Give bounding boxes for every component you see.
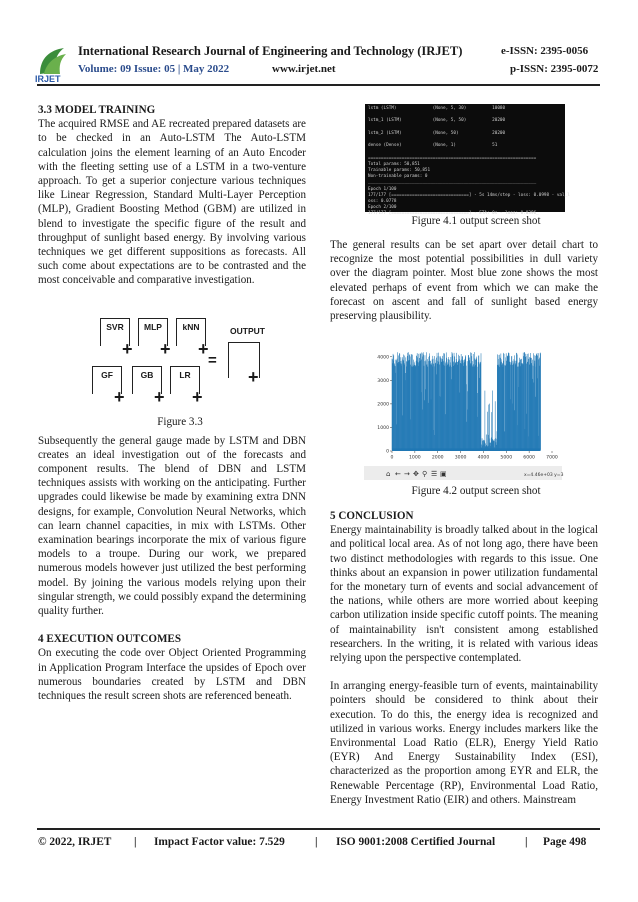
footer-separator: | (315, 836, 318, 848)
home-icon[interactable]: ⌂ (386, 470, 391, 478)
model-box-knn: kNN (176, 318, 206, 346)
x-tick-label: 5000 (500, 455, 513, 461)
paragraph: On executing the code over Object Oriented Programming in Application Program Interface the upsides of Epoch over numerous boundaries created by LSTM and DBN techniques the result screen shots are referenced beneath. (38, 647, 306, 703)
terminal-line: oss: 0.0778 (368, 199, 397, 205)
terminal-line: 177/177 [==============================] - ETA: 0s - loss: 0.0396_ (368, 211, 539, 217)
figure-3-3-diagram (80, 318, 280, 418)
plus-sign: + (122, 339, 133, 359)
x-tick-label: 0 (390, 455, 394, 461)
plus-sign: + (154, 387, 165, 407)
configure-icon[interactable]: ☰ (431, 470, 438, 478)
terminal-lines (368, 106, 570, 218)
section-heading-conclusion: 5 CONCLUSION (330, 510, 414, 522)
plus-sign: + (114, 387, 125, 407)
journal-logo (34, 44, 70, 84)
output-label: OUTPUT (230, 326, 265, 336)
plus-sign: + (160, 339, 171, 359)
terminal-line: ================================================================= (368, 155, 537, 161)
section-heading-execution-outcomes: 4 EXECUTION OUTCOMES (38, 633, 182, 646)
series-baseline (392, 448, 541, 451)
x-tick-label: 3000 (454, 455, 467, 461)
chart (364, 335, 562, 480)
iso-certification: ISO 9001:2008 Certified Journal (336, 836, 496, 848)
footer-separator: | (134, 836, 137, 848)
cursor-coordinates: x=4.46e+03 y=3 (524, 473, 564, 478)
plus-sign: + (198, 339, 209, 359)
impact-factor: Impact Factor value: 7.529 (154, 836, 285, 848)
model-box-lr: LR (170, 366, 200, 394)
terminal-line: Trainable params: 50,851 (368, 168, 431, 174)
y-tick-label: 3000 (377, 378, 389, 384)
terminal-line: lstm_1 (LSTM) (None, 5, 50) 20200 (368, 118, 506, 124)
terminal-line: Epoch 1/100 (368, 186, 397, 192)
save-icon[interactable]: ▣ (440, 470, 447, 478)
x-tick-label: 1000 (409, 455, 421, 461)
terminal-line: 177/177 [==============================] - 5s 14ms/step - loss: 0.0998 - val_l (368, 192, 570, 198)
figure-caption: Figure 3.3 (157, 416, 203, 428)
plus-sign: + (192, 387, 203, 407)
plot-toolbar (364, 466, 564, 480)
x-tick-label: 4000 (477, 455, 490, 461)
terminal-line: lstm (LSTM) (None, 5, 30) 10080 (368, 106, 506, 111)
terminal-line: _________________________________________________________________ (368, 180, 537, 186)
e-issn: e-ISSN: 2395-0056 (501, 45, 589, 57)
model-box-svr: SVR (100, 318, 130, 346)
volume-issue: Volume: 09 Issue: 05 | May 2022 (78, 63, 230, 75)
paragraph: The acquired RMSE and AE recreated prepared datasets are to be checked in an Auto-LSTM The Auto-LSTM calculation joins the element learning of an Auto Encoder with the fleeting setting use of a LSTM in a two-venture approach. To get a superior conjecture various techniques like Linear Regression, Standard Multi-Layer Perception (MLP), Gradient Boosting Method (GBM) are utilized in blend to investigate the specific figure of the result and throughput of sunlight based energy. By involving various techniques we get different suppositions as forecasts. All such come about expectations are to be contrasted and the most conceivable and comparative investigation. (38, 118, 306, 287)
pan-icon[interactable]: ✥ (413, 470, 419, 478)
plus-sign: + (248, 367, 259, 387)
terminal-output-screenshot (365, 104, 570, 217)
x-tick-label: 2000 (431, 455, 444, 461)
right-column (330, 238, 598, 323)
model-box-mlp: MLP (138, 318, 168, 346)
terminal-line: Epoch 2/100 (368, 205, 397, 211)
zoom-icon[interactable]: ⚲ (422, 470, 428, 478)
figure-caption: Figure 4.2 output screen shot (411, 485, 541, 497)
terminal-line: Non-trainable params: 0 (368, 174, 428, 180)
paragraph: Subsequently the general gauge made by LSTM and DBN creates an ideal investigation out of the forecasts and component results. The blend of DBN and LSTM techniques assists with working on the anticipating. Further upgrades could likewise be made by examining extra DNN designs, for example, Convolution Neural Networks, which can learn channel capacities, in mix with LSTMs. Other examination bearings incorporate the mix of various figure models to a troupe. During our work, we prepared numerous models however just utilized the best performing model. By joining the various models relying upon their singular strength, we could possibly expand the determining quality further. (38, 434, 306, 618)
equals-sign: = (208, 352, 217, 369)
right-column-lower (330, 509, 598, 807)
page-number: Page 498 (543, 836, 587, 848)
journal-title: International Research Journal of Engineering and Technology (IRJET) (78, 44, 463, 58)
svg-text:IRJET: IRJET (35, 74, 61, 84)
y-tick-label: 4000 (377, 355, 389, 361)
website-link[interactable]: www.irjet.net (272, 63, 336, 75)
x-tick-label: 7000 (546, 455, 558, 461)
figure-caption: Figure 4.1 output screen shot (411, 215, 541, 227)
y-tick-label: 1000 (377, 426, 389, 432)
p-issn: p-ISSN: 2395-0072 (510, 63, 599, 75)
footer-separator: | (525, 836, 528, 848)
model-box-gb: GB (132, 366, 162, 394)
paragraph: The general results can be set apart over detail chart to recognize the most potential possibilities in dull variety over the diagram pointer. Most blue zone shows the most elevated perhaps of event from which we can make the forecast on ascent and fall of sunlight based energy preserving plausibility. (330, 239, 598, 323)
paragraph: Energy maintainability is broadly talked about in the logical and political local area. As of not long ago, there have been two distinct methodologies with regards to this issue. One thinks about an expansion in power utilization fundamental for the monetary turn of events and social advancement of the nations, while others are more worried about keeping carbon utilization inside specific cutoff points. The meaning of maintainability isn't consistent among established researchers. In the writing, it is related with various ideas relying upon the perspective contemplated. (330, 524, 598, 665)
terminal-line: Total params: 50,851 (368, 161, 420, 167)
forward-icon[interactable]: → (404, 470, 410, 478)
terminal-line: dense (Dense) (None, 1) 51 (368, 143, 498, 149)
header-divider (37, 84, 600, 86)
y-tick-label: 2000 (377, 402, 389, 408)
copyright: © 2022, IRJET (38, 836, 112, 848)
terminal-line: lstm_2 (LSTM) (None, 50) 20200 (368, 130, 506, 136)
footer-divider (37, 828, 600, 830)
figure-4-2-plot (364, 335, 562, 480)
paragraph: In arranging energy-feasible turn of events, maintainability pointers should be considered to think about their execution. To do this, the energy idea is recognized and utilized in various works. Energy includes markers like the Environmental Load Ratio (ELR), Energy Yield Ratio (EYR) And Energy Sustainability Index (ESI), characterized as the proportion among EYR and ELR, the Renewable Percentage (RP), Environmental Load Ratio, Energy Investment Ratio (EIR) and others. Mainstream (330, 680, 598, 806)
back-icon[interactable]: ← (395, 470, 401, 478)
model-box-gf: GF (92, 366, 122, 394)
plot-area (392, 352, 541, 451)
section-heading-model-training: 3.3 MODEL TRAINING (38, 104, 156, 116)
irjet-logo-icon (34, 44, 70, 84)
x-tick-label: 6000 (523, 455, 535, 461)
y-tick-label: 0 (386, 449, 389, 455)
